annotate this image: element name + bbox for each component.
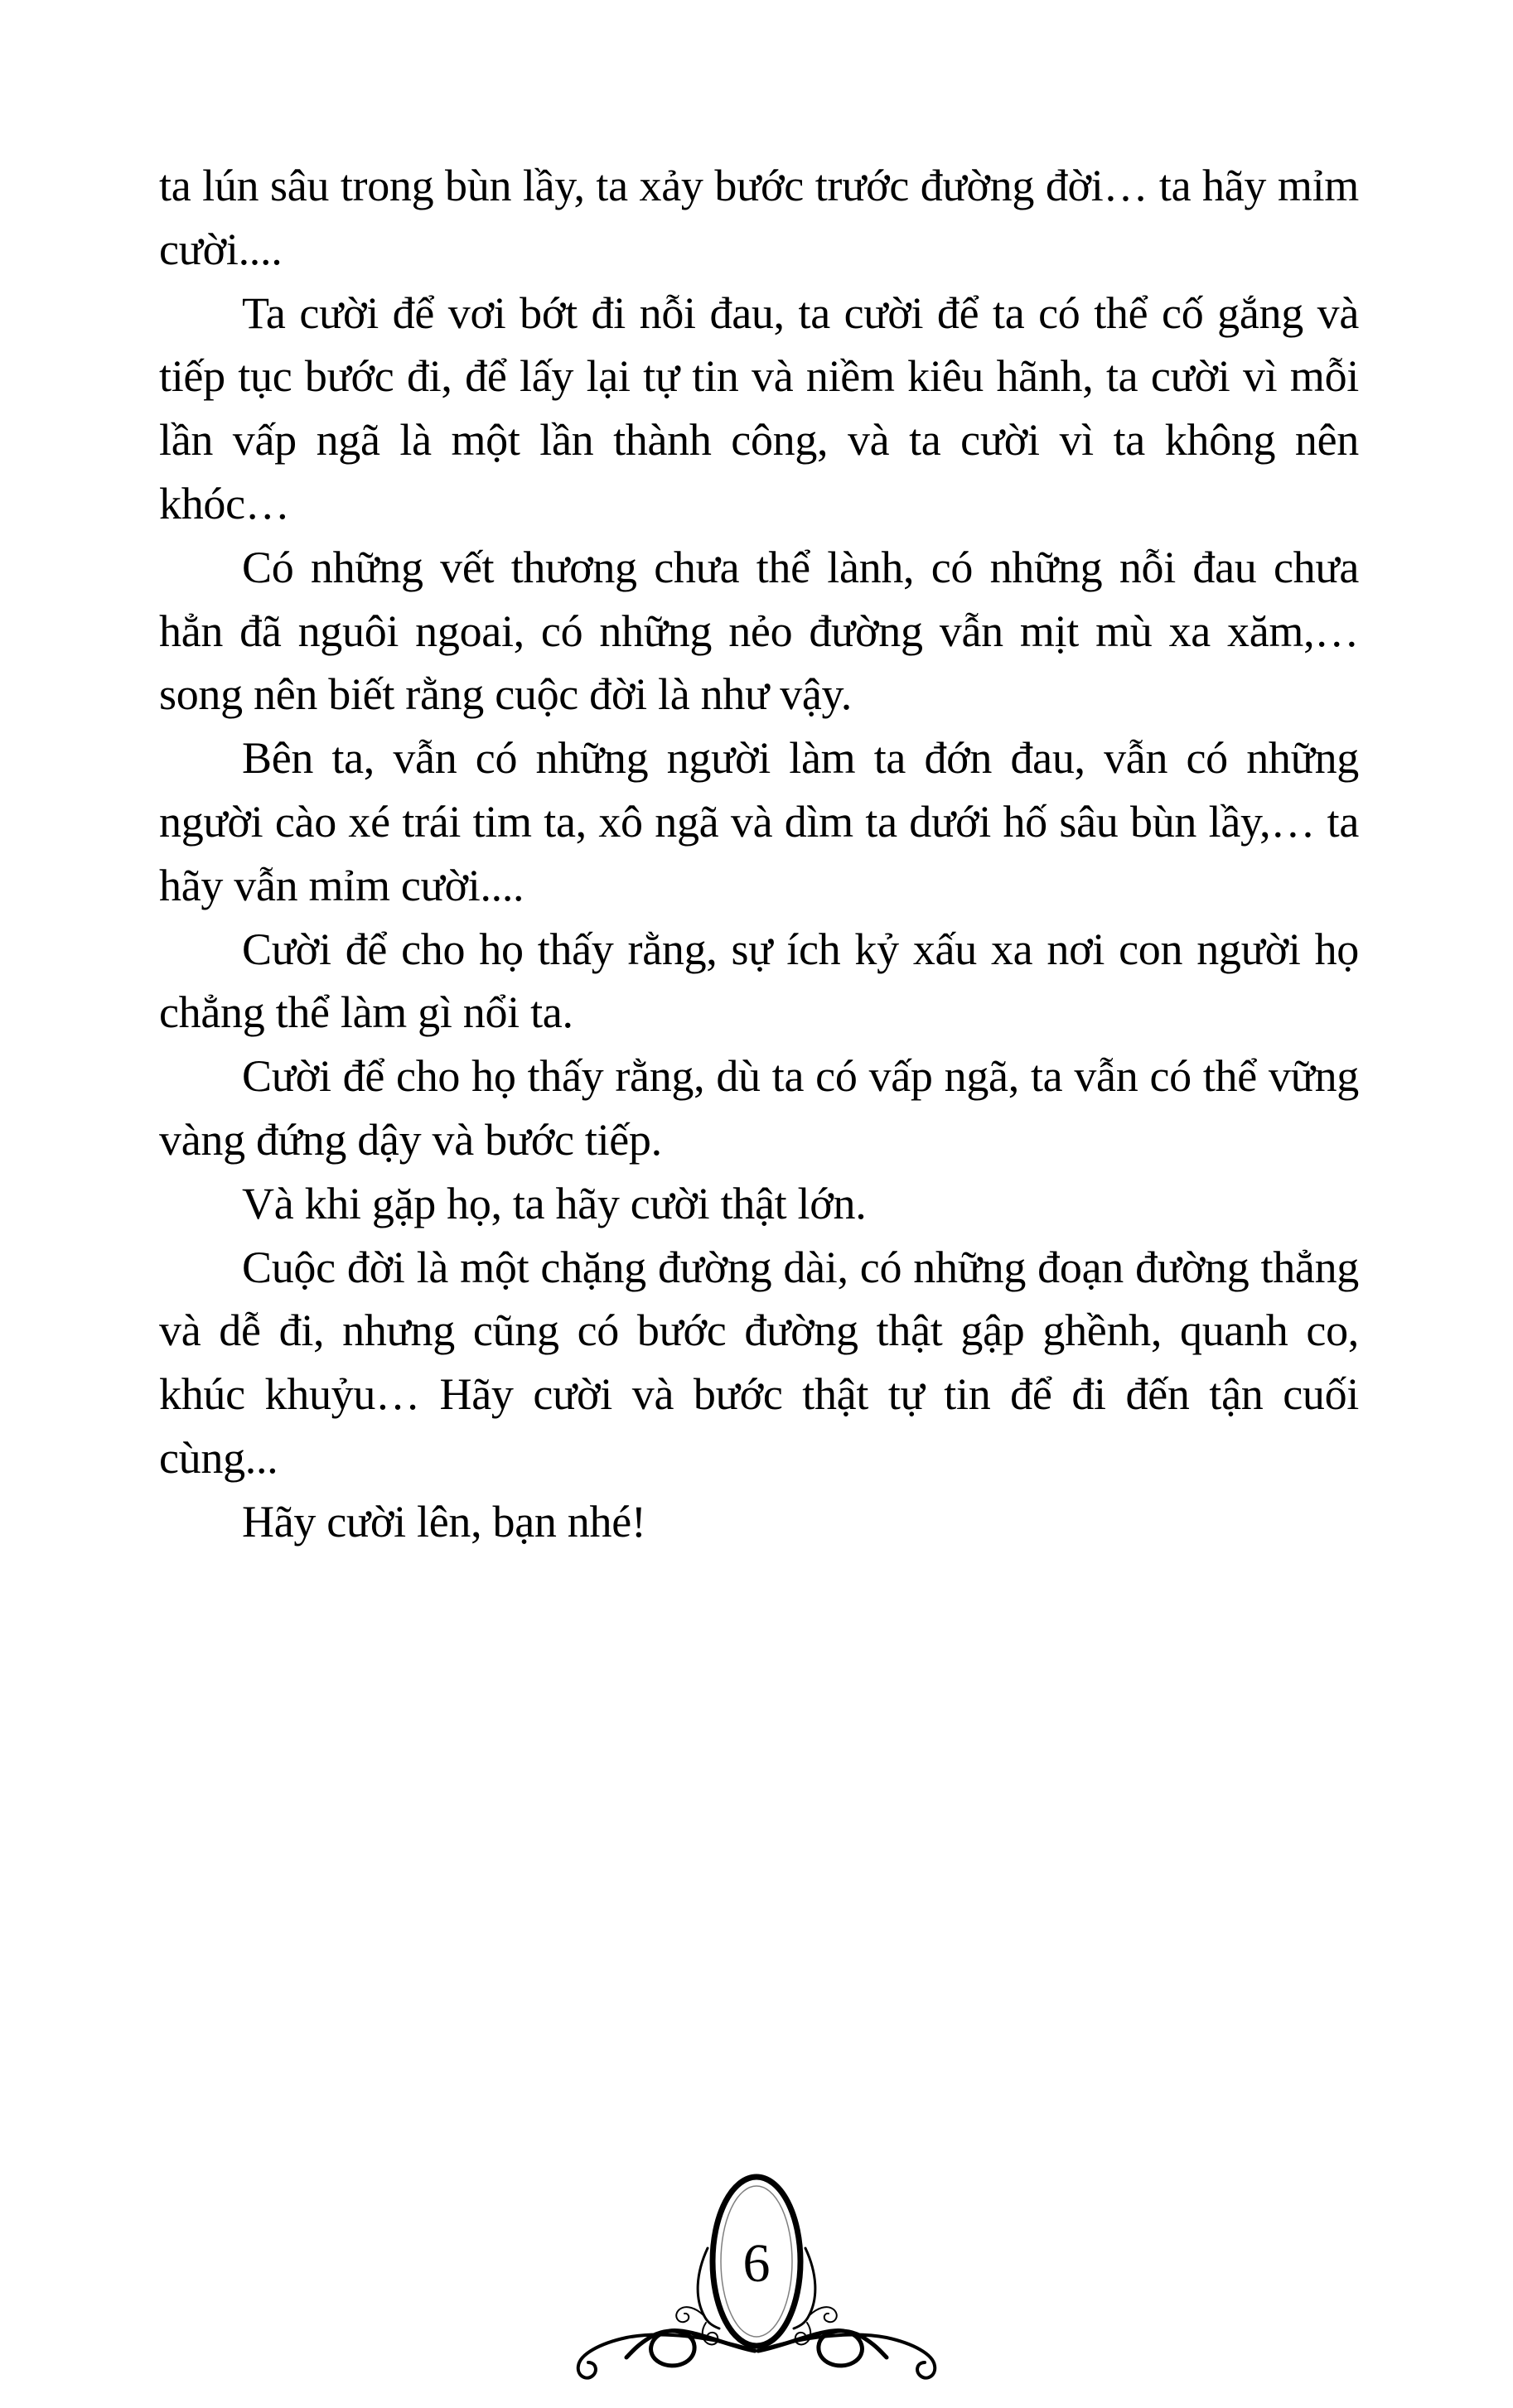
- paragraph: Và khi gặp họ, ta hãy cười thật lớn.: [242, 1178, 867, 1228]
- paragraph: Hãy cười lên, bạn nhé!: [242, 1496, 646, 1547]
- paragraph: Cười để cho họ thấy rằng, dù ta có vấp ngã, ta vẫn có thể vững vàng đứng dậy và bước tiếp.: [159, 1051, 1359, 1165]
- paragraph: Cười để cho họ thấy rằng, sự ích kỷ xấu xa nơi con người họ chẳng thể làm gì nổi ta.: [159, 924, 1359, 1038]
- page-number: 6: [742, 2233, 771, 2294]
- body-text: [159, 154, 1359, 1554]
- paragraph: Có những vết thương chưa thể lành, có những nỗi đau chưa hẳn đã nguôi ngoai, có những nẻo đường vẫn mịt mù xa xăm,… song nên biết rằng cuộc đời là như vậy.: [159, 542, 1359, 720]
- paragraph: Cuộc đời là một chặng đường dài, có những đoạn đường thẳng và dễ đi, nhưng cũng có bước đường thật gập ghềnh, quanh co, khúc khuỷu… Hãy cười và bước thật tự tin để đi đến tận cuối cùng...: [159, 1242, 1359, 1483]
- paragraph: ta lún sâu trong bùn lầy, ta xảy bước trước đường đời… ta hãy mỉm cười....: [159, 161, 1359, 274]
- page-footer: [562, 2150, 951, 2391]
- paragraph: Ta cười để vơi bớt đi nỗi đau, ta cười để ta có thể cố gắng và tiếp tục bước đi, để lấy lại tự tin và niềm kiêu hãnh, ta cười vì mỗi lần vấp ngã là một lần thành công, và ta cười vì ta không nên khóc…: [159, 287, 1359, 528]
- paragraph: Bên ta, vẫn có những người làm ta đớn đau, vẫn có những người cào xé trái tim ta, xô ngã và dìm ta dưới hố sâu bùn lầy,… ta hãy vẫn mỉm cười....: [159, 733, 1359, 910]
- flourish-ornament: [562, 2150, 951, 2391]
